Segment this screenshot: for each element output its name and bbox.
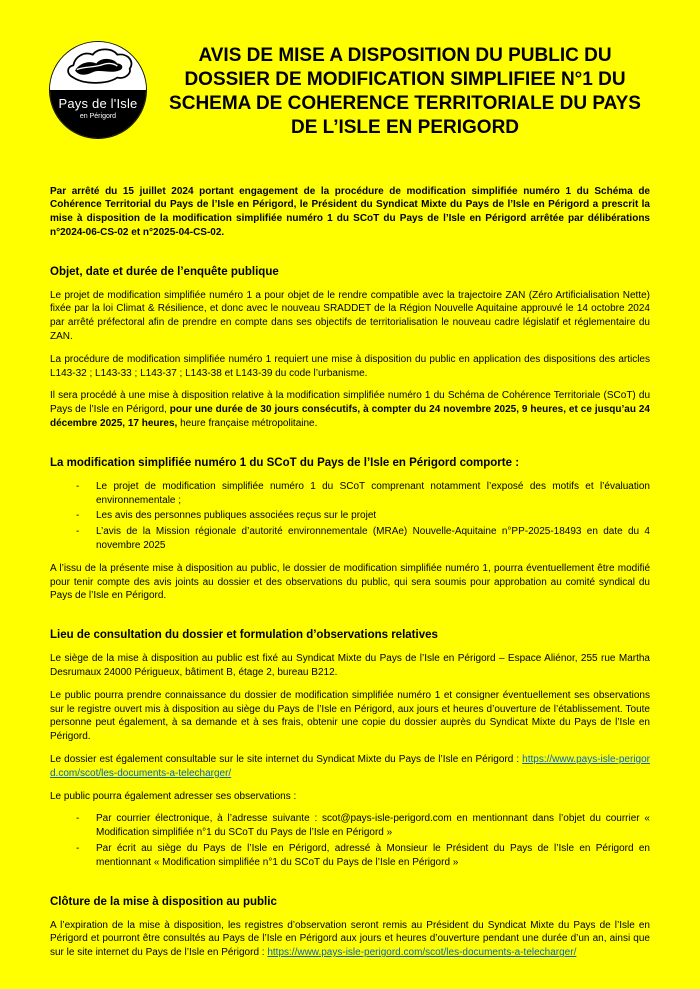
objet-p3-dates-bold: pour une durée de 30 jours consécutifs, à compter du 24 novembre 2025, 9 heures, et ce jusqu’au 24 décembre 2025, 17 heures, [50,404,650,430]
territory-map-icon [54,44,142,90]
page-title: AVIS DE MISE A DISPOSITION DU PUBLIC DU DOSSIER DE MODIFICATION SIMPLIFIEE N°1 DU SCHEMA DE COHERENCE TERRITORIALE DU PAYS DE L’ISLE EN PERIGORD [169,45,641,139]
notice-header [50,42,650,141]
cloture-text: A l’expiration de la mise à disposition, les registres d’observation seront remis au Président du Syndicat Mixte du Pays de l’Isle en Périgord et pourront être consultés au Pays de l’Isle en Périgord aux jours et heures d’ouverture pendant une durée d’un an, ainsi que sur le site internet du Pays de l’Isle en Périgord : [50,919,650,959]
cloture-paragraph [50,919,650,960]
heading-cloture: Clôture de la mise à disposition au public [50,895,277,908]
list-item: - Le projet de modification simplifiée numéro 1 du SCoT comprenant notamment l’exposé des motifs et l’évaluation environnementale ; [50,480,650,508]
list-item: - Par courrier électronique, à l’adresse suivante : scot@pays-isle-perigord.com en mentionnant dans l’objet du courrier « Modification simplifiée n°1 du SCoT du Pays de l’Isle en Périgord » [50,812,650,840]
objet-paragraph-1: Le projet de modification simplifiée numéro 1 a pour objet de le rendre compatible avec la trajectoire ZAN (Zéro Artificialisation Nette) fixée par la loi Climat & Résilience, et donc avec le nouveau SRADDET de la Région Nouvelle Aquitaine approuvé le 14 octobre 2024 par arrêté préfectoral afin de prendre en compte dans ses objectifs de territorialisation le nouveau cadre législatif et réglementaire du ZAN. [50,289,650,343]
logo-subname: en Périgord [79,113,117,120]
lieu-paragraph-3 [50,753,650,781]
logo-text [50,90,146,120]
lieu-paragraph-2: Le public pourra prendre connaissance du dossier de modification simplifiée numéro 1 et consigner éventuellement ses observations sur le registre ouvert mis à disposition au siège du Pays de l’Isle en Périgord, aux jours et heures d’ouverture de l’établissement. Toute personne peut également, à sa demande et à ses frais, obtenir une copie du dossier auprès du Syndicat Mixte du Pays de l’Isle en Périgord. [50,689,650,743]
list-item: - L’avis de la Mission régionale d’autorité environnementale (MRAe) Nouvelle-Aquitaine n°PP-2025-18493 en date du 4 novembre 2025 [50,525,650,553]
documents-download-link[interactable]: https://www.pays-isle-perigord.com/scot/les-documents-a-telecharger/ [50,754,650,779]
comporte-bullet-list [50,480,650,553]
lieu-paragraph-1: Le siège de la mise à disposition au public est fixé au Syndicat Mixte du Pays de l’Isle en Périgord – Espace Aliénor, 255 rue Martha Desrumaux 24000 Périgueux, bâtiment B, étage 2, bureau B212. [50,653,650,679]
lieu-p3-text: Le dossier est également consultable sur le site internet du Syndicat Mixte du Pays de l’Isle en Périgord : [50,754,523,766]
pays-de-lisle-logo [50,42,146,138]
intro-paragraph: Par arrêté du 15 juillet 2024 portant engagement de la procédure de modification simplifiée numéro 1 du Schéma de Cohérence Territorial du Pays de l’Isle en Périgord, le Président du Syndicat Mixte du Pays de l’Isle en Périgord a prescrit la mise à disposition de la modification simplifiée numéro 1 du SCoT du Pays de l’Isle en Périgord arrêtée par délibérations n°2024-06-CS-02 et n°2025-04-CS-02. [50,185,650,238]
heading-objet: Objet, date et durée de l’enquête publique [50,265,279,278]
comporte-paragraph: A l’issu de la présente mise à disposition au public, le dossier de modification simplifiée numéro 1, pourra éventuellement être modifié pour tenir compte des avis joints au dossier et des observations du public, qui sera soumis pour approbation au comité syndical du Pays de l’Isle en Périgord. [50,562,650,602]
list-item: - Les avis des personnes publiques associées reçus sur le projet [50,509,650,523]
documents-download-link-2[interactable]: https://www.pays-isle-perigord.com/scot/les-documents-a-telecharger/ [267,947,577,959]
list-item: - Par écrit au siège du Pays de l’Isle en Périgord, adressé à Monsieur le Président du Pays de l’Isle en Périgord en mentionnant « Modification simplifiée n°1 du SCoT du Pays de l’Isle en Périgord » [50,842,650,870]
heading-lieu: Lieu de consultation du dossier et formulation d’observations relatives [50,629,438,642]
heading-comporte: La modification simplifiée numéro 1 du SCoT du Pays de l’Isle en Périgord comporte : [50,456,520,469]
objet-paragraph-2: La procédure de modification simplifiée numéro 1 requiert une mise à disposition du public en application des dispositions des articles L143-32 ; L143-33 ; L143-37 ; L143-38 et L143-39 du code l’urbanisme. [50,353,650,379]
objet-p3-text1: Il sera procédé à une mise à disposition relative à la modification simplifiée numéro 1 du Schéma de Cohérence Territoriale (SCoT) du Pays de l’Isle en Périgord, [50,390,650,416]
objet-p3-text2: heure française métropolitaine. [177,418,318,430]
logo-name: Pays de l'Isle [58,96,138,111]
objet-paragraph-3 [50,389,650,430]
observations-bullet-list [50,812,650,869]
lieu-paragraph-4: Le public pourra également adresser ses observations : [50,790,297,802]
